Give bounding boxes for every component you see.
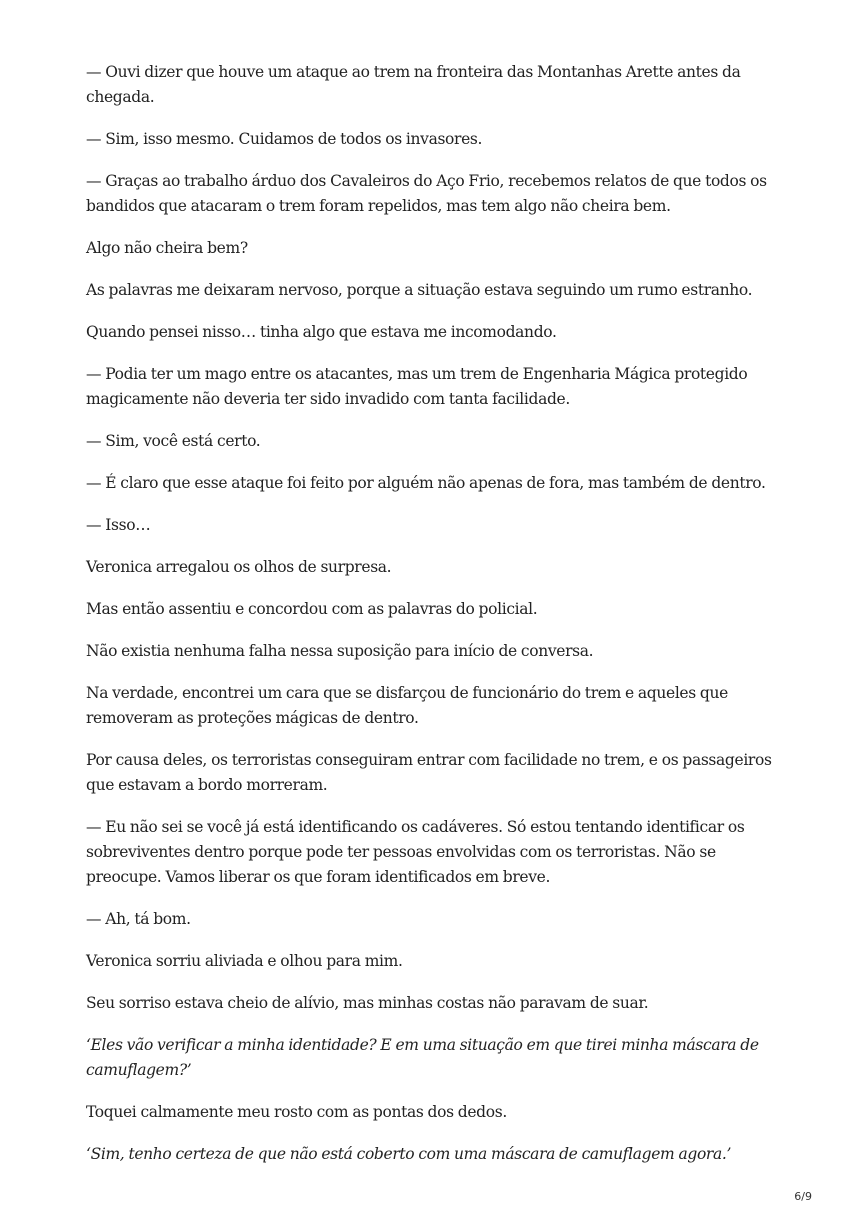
paragraph-4: Algo não cheira bem? <box>86 239 248 257</box>
paragraph-2: — Sim, isso mesmo. Cuidamos de todos os invasores. <box>86 130 483 148</box>
paragraph-22-thought: ‘Sim, tenho certeza de que não está coberto com uma máscara de camuflagem agora.’ <box>86 1145 732 1163</box>
paragraph-10: — Isso… <box>86 516 151 534</box>
paragraph-19: Seu sorriso estava cheio de alívio, mas minhas costas não paravam de suar. <box>86 994 649 1012</box>
page-number: 6/9 <box>794 1190 812 1203</box>
paragraph-1: — Ouvi dizer que houve um ataque ao trem na fronteira das Montanhas Arette antes da chegada. <box>86 63 741 106</box>
paragraph-17: — Ah, tá bom. <box>86 910 191 928</box>
paragraph-11: Veronica arregalou os olhos de surpresa. <box>86 558 392 576</box>
paragraph-5: As palavras me deixaram nervoso, porque a situação estava seguindo um rumo estranho. <box>86 281 753 299</box>
paragraph-13: Não existia nenhuma falha nessa suposição para início de conversa. <box>86 642 594 660</box>
paragraph-3: — Graças ao trabalho árduo dos Cavaleiros do Aço Frio, recebemos relatos de que todos os bandidos que atacaram o trem foram repelidos, mas tem algo não cheira bem. <box>86 172 767 215</box>
paragraph-15: Por causa deles, os terroristas conseguiram entrar com facilidade no trem, e os passageiros que estavam a bordo morreram. <box>86 751 772 794</box>
paragraph-8: — Sim, você está certo. <box>86 432 261 450</box>
paragraph-7: — Podia ter um mago entre os atacantes, mas um trem de Engenharia Mágica protegido magicamente não deveria ter sido invadido com tanta facilidade. <box>86 365 748 408</box>
paragraph-9: — É claro que esse ataque foi feito por alguém não apenas de fora, mas também de dentro. <box>86 474 766 492</box>
paragraph-6: Quando pensei nisso… tinha algo que estava me incomodando. <box>86 323 557 341</box>
paragraph-18: Veronica sorriu aliviada e olhou para mim. <box>86 952 403 970</box>
paragraph-12: Mas então assentiu e concordou com as palavras do policial. <box>86 600 538 618</box>
paragraph-14: Na verdade, encontrei um cara que se disfarçou de funcionário do trem e aqueles que removeram as proteções mágicas de dentro. <box>86 684 728 727</box>
paragraph-16: — Eu não sei se você já está identificando os cadáveres. Só estou tentando identificar os sobreviventes dentro porque pode ter pessoas envolvidas com os terroristas. Não se preocupe. Vamos liberar os que foram identificados em breve. <box>86 818 745 886</box>
paragraph-20-thought: ‘Eles vão verificar a minha identidade? E em uma situação em que tirei minha máscara de camuflagem?’ <box>86 1036 759 1079</box>
paragraph-21: Toquei calmamente meu rosto com as pontas dos dedos. <box>86 1103 507 1121</box>
document-body <box>86 60 786 1184</box>
